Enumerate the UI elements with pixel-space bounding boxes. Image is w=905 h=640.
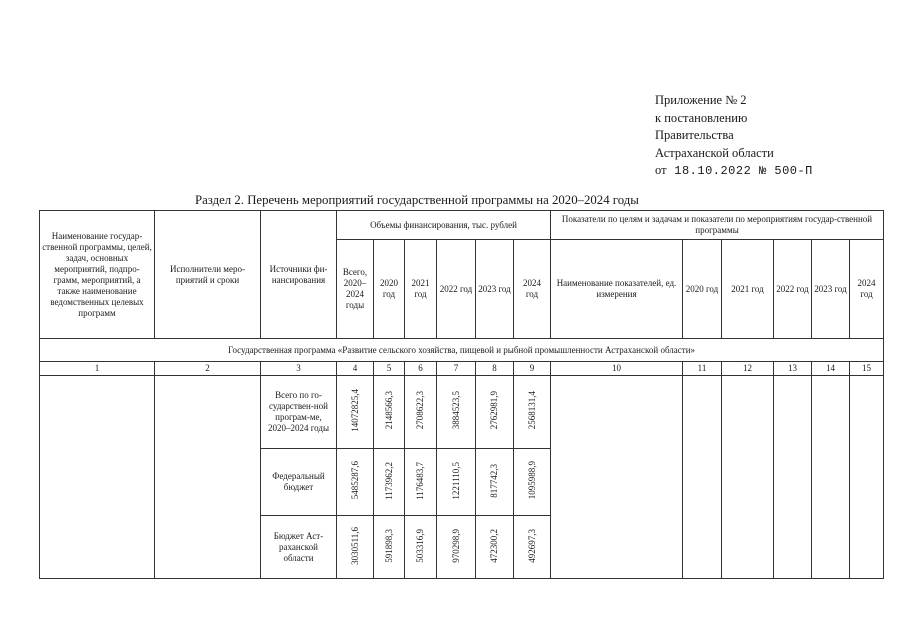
header-indicator-2021: 2021 год — [722, 240, 774, 339]
amount-2021-cell — [405, 516, 437, 579]
program-title: Государственная программа «Развитие сельского хозяйства, пищевой и рыбной промышленности Астраханской области» — [40, 339, 884, 362]
header-2020: 2020 год — [374, 240, 405, 339]
appendix-date-line — [655, 162, 813, 181]
amount-2020: 2148566,3 — [383, 391, 394, 430]
appendix-line-3: Правительства — [655, 128, 734, 142]
source-cell: Бюджет Аст-раханской области — [261, 516, 337, 579]
amount-2023-cell — [476, 516, 514, 579]
header-2024: 2024 год — [514, 240, 551, 339]
header-indicator-2024: 2024 год — [850, 240, 884, 339]
header-funding-group: Объемы финансирования, тыс. рублей — [337, 211, 551, 240]
amount-2020-cell — [374, 516, 405, 579]
table-row — [40, 376, 884, 449]
source-cell: Федеральный бюджет — [261, 449, 337, 516]
amount-2021: 1176483,7 — [415, 461, 425, 500]
amount-2021-cell — [405, 449, 437, 516]
column-number: 13 — [774, 362, 812, 376]
column-number: 10 — [551, 362, 683, 376]
section-title: Раздел 2. Перечень мероприятий государственной программы на 2020–2024 годы — [195, 193, 639, 207]
column-number: 2 — [155, 362, 261, 376]
source-cell: Всего по го-сударствен-ной програм-ме, 2020–2024 годы — [261, 376, 337, 449]
column-number: 11 — [683, 362, 722, 376]
indicator-2021-cell — [722, 376, 774, 579]
amount-2024: 2568131,4 — [526, 391, 537, 430]
column-number: 1 — [40, 362, 155, 376]
amount-2023: 2762981,9 — [489, 391, 499, 430]
amount-2020-cell — [374, 376, 405, 449]
appendix-line-2: к постановлению — [655, 110, 748, 125]
column-number: 14 — [812, 362, 850, 376]
column-number: 12 — [722, 362, 774, 376]
amount-2020-cell — [374, 449, 405, 516]
amount-2024-cell — [514, 376, 551, 449]
header-2022: 2022 год — [437, 240, 476, 339]
header-2021: 2021 год — [405, 240, 437, 339]
amount-2024: 1095988,9 — [526, 461, 537, 500]
header-indicator-2022: 2022 год — [774, 240, 812, 339]
amount-2021-cell — [405, 376, 437, 449]
program-name-cell — [40, 376, 155, 579]
amount-2021: 503316,9 — [415, 528, 425, 563]
column-number: 3 — [261, 362, 337, 376]
header-name-col: Наименование государ-ственной программы, целей, задач, основных мероприятий, подпро-грамм, мероприятий, а также наименование ведомственных целевых программ — [40, 211, 155, 339]
amount-total-cell — [337, 376, 374, 449]
amount-2024-cell — [514, 449, 551, 516]
header-indicator-2020: 2020 год — [683, 240, 722, 339]
amount-2022-cell — [437, 516, 476, 579]
program-title-row — [40, 339, 884, 362]
amount-total: 5485287,6 — [349, 461, 360, 500]
column-number: 6 — [405, 362, 437, 376]
amount-2021: 2708622,3 — [415, 391, 425, 430]
header-indicator-2023: 2023 год — [812, 240, 850, 339]
executors-cell — [155, 376, 261, 579]
amount-2022: 970298,9 — [450, 528, 461, 563]
column-number: 5 — [374, 362, 405, 376]
amount-total: 3030511,6 — [349, 526, 360, 565]
column-number: 9 — [514, 362, 551, 376]
indicator-2023-cell — [812, 376, 850, 579]
header-indicators-group: Показатели по целям и задачам и показатели по мероприятиям государ-ственной программы — [551, 211, 884, 240]
header-total: Всего, 2020–2024 годы — [337, 240, 374, 339]
header-2023: 2023 год — [476, 240, 514, 339]
header-sources: Источники фи-нансирования — [261, 211, 337, 339]
indicator-2024-cell — [850, 376, 884, 579]
funding-table — [39, 210, 884, 579]
amount-total-cell — [337, 449, 374, 516]
amount-total: 14072825,4 — [349, 389, 360, 432]
amount-2023: 472300,2 — [489, 528, 499, 563]
column-number-row — [40, 362, 884, 376]
amount-2023-cell — [476, 449, 514, 516]
appendix-line-4: Астраханской области — [655, 145, 774, 160]
amount-2022-cell — [437, 449, 476, 516]
indicator-2020-cell — [683, 376, 722, 579]
amount-2020: 1173962,2 — [383, 461, 394, 500]
amount-2024: 492697,3 — [526, 528, 537, 563]
header-indicator-name: Наименование показателей, ед. измерения — [551, 240, 683, 339]
column-number: 7 — [437, 362, 476, 376]
amount-2022: 1221110,5 — [450, 461, 461, 500]
appendix-block — [655, 92, 813, 181]
appendix-line-1: Приложение № 2 — [655, 93, 747, 107]
appendix-date-prefix: от — [655, 163, 667, 177]
amount-total-cell — [337, 516, 374, 579]
amount-2022-cell — [437, 376, 476, 449]
column-number: 4 — [337, 362, 374, 376]
amount-2024-cell — [514, 516, 551, 579]
column-number: 15 — [850, 362, 884, 376]
amount-2023-cell — [476, 376, 514, 449]
indicator-2022-cell — [774, 376, 812, 579]
appendix-date-value: 18.10.2022 № 500-П — [674, 164, 813, 178]
amount-2023: 817742,3 — [489, 463, 499, 498]
header-row-1 — [40, 211, 884, 240]
indicator-name-cell — [551, 376, 683, 579]
amount-2020: 591898,3 — [383, 528, 394, 563]
amount-2022: 3884523,5 — [450, 391, 461, 430]
header-executors: Исполнители меро-приятий и сроки — [155, 211, 261, 339]
column-number: 8 — [476, 362, 514, 376]
